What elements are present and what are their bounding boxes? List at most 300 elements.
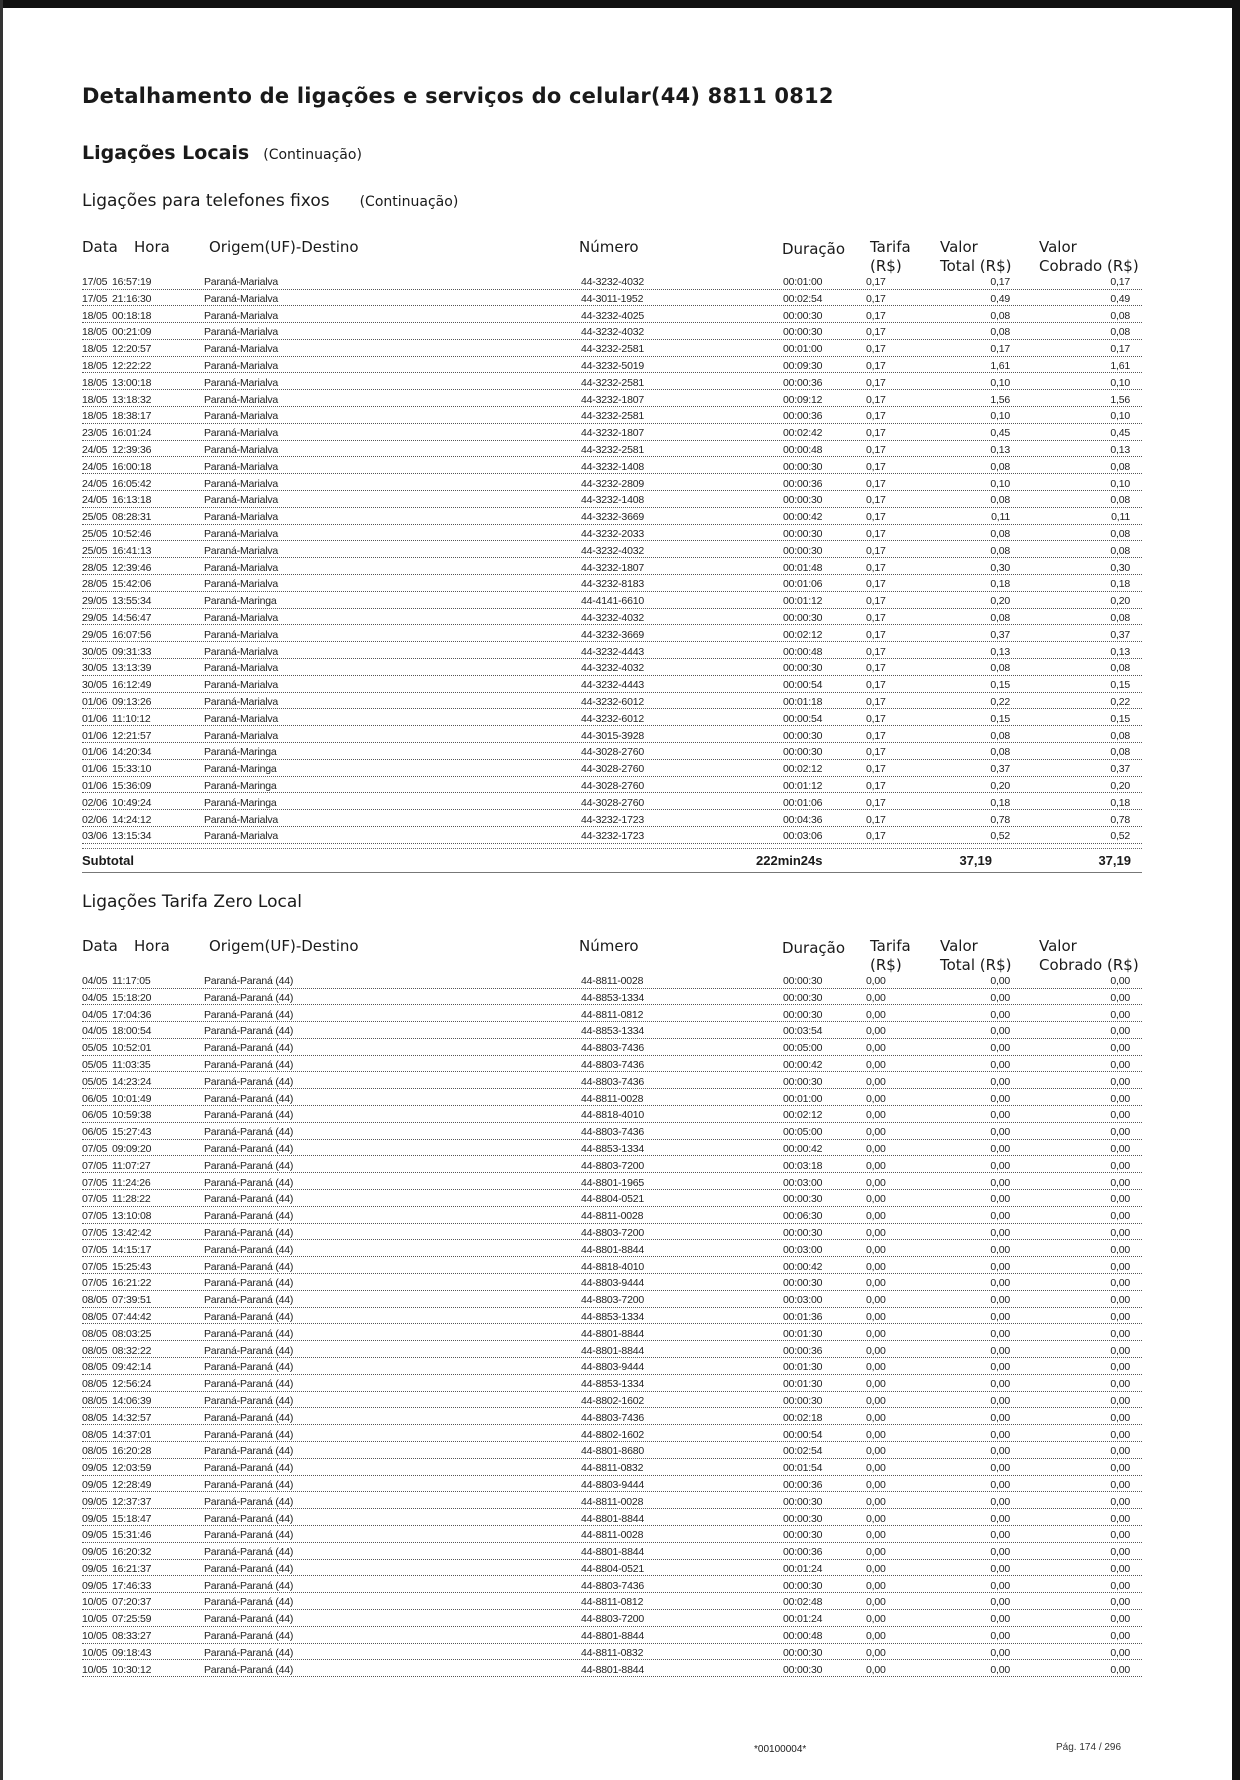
cell-valor-cobrado: 0,20 xyxy=(1110,779,1130,792)
cell-data: 09/05 xyxy=(82,1529,108,1542)
col-header-duracao: Duração xyxy=(782,939,846,957)
cell-hora: 16:20:28 xyxy=(112,1445,152,1458)
cell-data: 25/05 xyxy=(82,544,108,557)
cell-valor-total: 0,00 xyxy=(964,1076,1012,1088)
cell-valor-total: 0,00 xyxy=(964,1630,1012,1642)
table-row xyxy=(82,1109,1142,1126)
cell-valor-total: 0,00 xyxy=(964,1059,1012,1071)
cell-valor-cobrado: 0,52 xyxy=(1110,830,1130,843)
cell-valor-total: 0,00 xyxy=(964,1462,1012,1474)
cell-hora: 16:07:56 xyxy=(112,628,152,641)
cell-valor-cobrado: 0,18 xyxy=(1110,578,1130,591)
cell-duracao: 00:00:30 xyxy=(783,1646,823,1659)
cell-origem: Paraná-Maringa xyxy=(204,763,277,776)
cell-origem: Paraná-Paraná (44) xyxy=(204,1109,294,1122)
cell-origem: Paraná-Paraná (44) xyxy=(204,1260,294,1273)
cell-numero: 44-3232-5019 xyxy=(581,359,644,372)
cell-hora: 14:20:34 xyxy=(112,746,152,759)
cell-hora: 00:18:18 xyxy=(112,309,152,322)
cell-valor-total: 0,00 xyxy=(964,1025,1012,1037)
cell-valor-total: 0,00 xyxy=(964,1109,1012,1121)
cell-numero: 44-8801-8844 xyxy=(581,1512,644,1525)
col-header-tarifa-line2: (R$) xyxy=(870,257,902,275)
cell-valor-cobrado: 0,00 xyxy=(1110,1663,1130,1676)
cell-tarifa: 0,17 xyxy=(866,561,886,574)
cell-valor-total: 0,00 xyxy=(964,1311,1012,1323)
table-row xyxy=(82,814,1142,831)
cell-hora: 08:33:27 xyxy=(112,1630,152,1643)
cell-valor-cobrado: 0,00 xyxy=(1110,1142,1130,1155)
cell-numero: 44-8801-8844 xyxy=(581,1663,644,1676)
cell-data: 28/05 xyxy=(82,561,108,574)
cell-valor-cobrado: 0,22 xyxy=(1110,695,1130,708)
section-title xyxy=(82,142,362,164)
cell-duracao: 00:00:42 xyxy=(783,1260,823,1273)
cell-hora: 12:28:49 xyxy=(112,1478,152,1491)
cell-numero: 44-8802-1602 xyxy=(581,1394,644,1407)
cell-tarifa: 0,17 xyxy=(866,729,886,742)
cell-duracao: 00:09:30 xyxy=(783,359,823,372)
cell-origem: Paraná-Marialva xyxy=(204,376,279,389)
cell-tarifa: 0,17 xyxy=(866,595,886,608)
cell-origem: Paraná-Paraná (44) xyxy=(204,1344,294,1357)
cell-origem: Paraná-Paraná (44) xyxy=(204,1159,294,1172)
cell-data: 04/05 xyxy=(82,991,108,1004)
cell-hora: 09:09:20 xyxy=(112,1142,152,1155)
cell-origem: Paraná-Marialva xyxy=(204,729,279,742)
scan-border-right xyxy=(1232,0,1240,1780)
cell-duracao: 00:03:00 xyxy=(783,1243,823,1256)
cell-duracao: 00:00:48 xyxy=(783,645,823,658)
cell-valor-cobrado: 0,00 xyxy=(1110,1378,1130,1391)
cell-duracao: 00:02:12 xyxy=(783,763,823,776)
cell-origem: Paraná-Paraná (44) xyxy=(204,1562,294,1575)
cell-data: 10/05 xyxy=(82,1596,108,1609)
cell-data: 06/05 xyxy=(82,1109,108,1122)
cell-origem: Paraná-Paraná (44) xyxy=(204,1210,294,1223)
cell-valor-total: 0,18 xyxy=(964,797,1012,809)
table-row xyxy=(82,478,1142,495)
cell-data: 07/05 xyxy=(82,1159,108,1172)
cell-valor-cobrado: 0,10 xyxy=(1110,477,1130,490)
cell-duracao: 00:01:30 xyxy=(783,1361,823,1374)
cell-origem: Paraná-Paraná (44) xyxy=(204,1428,294,1441)
table-row xyxy=(82,1664,1142,1681)
cell-tarifa: 0,00 xyxy=(866,1008,886,1021)
cell-tarifa: 0,00 xyxy=(866,1411,886,1424)
col-header-valor-total xyxy=(940,937,1011,975)
cell-numero: 44-3232-3669 xyxy=(581,628,644,641)
col-header-valor-total-line2: Total (R$) xyxy=(940,956,1012,974)
cell-valor-cobrado: 0,00 xyxy=(1110,1630,1130,1643)
cell-tarifa: 0,00 xyxy=(866,1428,886,1441)
cell-origem: Paraná-Paraná (44) xyxy=(204,1613,294,1626)
cell-valor-cobrado: 0,08 xyxy=(1110,729,1130,742)
cell-numero: 44-3232-6012 xyxy=(581,695,644,708)
cell-valor-total: 1,56 xyxy=(964,394,1012,406)
cell-valor-cobrado: 0,00 xyxy=(1110,1159,1130,1172)
cell-origem: Paraná-Paraná (44) xyxy=(204,1378,294,1391)
table-row xyxy=(82,578,1142,595)
cell-origem: Paraná-Paraná (44) xyxy=(204,1008,294,1021)
table-row xyxy=(82,1429,1142,1446)
cell-origem: Paraná-Marialva xyxy=(204,276,279,288)
cell-origem: Paraná-Paraná (44) xyxy=(204,1042,294,1055)
cell-hora: 14:23:24 xyxy=(112,1075,152,1088)
cell-origem: Paraná-Paraná (44) xyxy=(204,1294,294,1307)
col-header-valor-total-line1: Valor xyxy=(940,238,978,256)
table-row xyxy=(82,293,1142,310)
col-header-valor-cobrado-line2: Cobrado (R$) xyxy=(1039,956,1139,974)
col-header-origem: Origem(UF)-Destino xyxy=(209,937,359,955)
table-row xyxy=(82,343,1142,360)
cell-origem: Paraná-Marialva xyxy=(204,578,279,591)
cell-duracao: 00:03:00 xyxy=(783,1176,823,1189)
table-header xyxy=(82,238,1142,276)
cell-valor-cobrado: 0,00 xyxy=(1110,1277,1130,1290)
cell-valor-total: 0,08 xyxy=(964,730,1012,742)
cell-data: 10/05 xyxy=(82,1663,108,1676)
cell-origem: Paraná-Marialva xyxy=(204,494,279,507)
cell-data: 03/06 xyxy=(82,830,108,843)
cell-data: 01/06 xyxy=(82,729,108,742)
cell-data: 08/05 xyxy=(82,1411,108,1424)
cell-numero: 44-8811-0028 xyxy=(581,1210,644,1223)
cell-data: 08/05 xyxy=(82,1327,108,1340)
cell-duracao: 00:00:54 xyxy=(783,1428,823,1441)
cell-data: 04/05 xyxy=(82,1025,108,1038)
table-row xyxy=(82,1479,1142,1496)
cell-duracao: 00:00:30 xyxy=(783,1663,823,1676)
cell-hora: 11:10:12 xyxy=(112,712,151,725)
cell-hora: 08:03:25 xyxy=(112,1327,152,1340)
cell-hora: 12:39:36 xyxy=(112,443,152,456)
cell-numero: 44-8853-1334 xyxy=(581,1025,644,1038)
cell-data: 18/05 xyxy=(82,410,108,423)
cell-tarifa: 0,00 xyxy=(866,1394,886,1407)
cell-data: 18/05 xyxy=(82,343,108,356)
subsection-title-text: Ligações para telefones fixos xyxy=(82,191,330,211)
cell-valor-total: 0,11 xyxy=(964,511,1012,523)
cell-tarifa: 0,17 xyxy=(866,578,886,591)
cell-numero: 44-3232-4032 xyxy=(581,662,644,675)
cell-hora: 07:20:37 xyxy=(112,1596,152,1609)
table-row xyxy=(82,1378,1142,1395)
col-header-data: Data xyxy=(82,238,118,256)
cell-numero: 44-3232-4025 xyxy=(581,309,644,322)
cell-data: 25/05 xyxy=(82,527,108,540)
cell-numero: 44-8802-1602 xyxy=(581,1428,644,1441)
cell-hora: 10:52:01 xyxy=(112,1042,152,1055)
cell-hora: 13:10:08 xyxy=(112,1210,152,1223)
cell-tarifa: 0,00 xyxy=(866,1445,886,1458)
cell-data: 24/05 xyxy=(82,460,108,473)
cell-duracao: 00:01:00 xyxy=(783,1092,823,1105)
cell-tarifa: 0,00 xyxy=(866,1327,886,1340)
cell-data: 24/05 xyxy=(82,443,108,456)
table-row xyxy=(82,1160,1142,1177)
cell-data: 04/05 xyxy=(82,1008,108,1021)
cell-valor-total: 0,00 xyxy=(964,1529,1012,1541)
cell-valor-total: 0,00 xyxy=(964,1596,1012,1608)
cell-valor-total: 0,20 xyxy=(964,780,1012,792)
cell-origem: Paraná-Marialva xyxy=(204,460,279,473)
cell-hora: 16:12:49 xyxy=(112,679,152,692)
cell-numero: 44-3232-4032 xyxy=(581,326,644,339)
col-header-valor-total-line1: Valor xyxy=(940,937,978,955)
cell-data: 30/05 xyxy=(82,662,108,675)
table-row xyxy=(82,763,1142,780)
cell-origem: Paraná-Maringa xyxy=(204,595,277,608)
cell-tarifa: 0,17 xyxy=(866,443,886,456)
cell-valor-total: 0,00 xyxy=(964,1093,1012,1105)
cell-duracao: 00:00:42 xyxy=(783,1058,823,1071)
cell-valor-total: 0,08 xyxy=(964,461,1012,473)
cell-valor-cobrado: 0,49 xyxy=(1110,292,1130,305)
cell-data: 08/05 xyxy=(82,1394,108,1407)
cell-hora: 12:20:57 xyxy=(112,343,152,356)
cell-valor-cobrado: 0,30 xyxy=(1110,561,1130,574)
cell-data: 07/05 xyxy=(82,1260,108,1273)
table-row xyxy=(82,629,1142,646)
col-header-tarifa xyxy=(870,238,911,276)
cell-tarifa: 0,00 xyxy=(866,1596,886,1609)
cell-valor-cobrado: 1,61 xyxy=(1110,359,1130,372)
table-row xyxy=(82,780,1142,797)
col-header-valor-cobrado-line1: Valor xyxy=(1039,937,1077,955)
cell-hora: 13:15:34 xyxy=(112,830,152,843)
cell-numero: 44-3232-2809 xyxy=(581,477,644,490)
cell-duracao: 00:00:30 xyxy=(783,1512,823,1525)
cell-valor-total: 0,00 xyxy=(964,1261,1012,1273)
cell-valor-cobrado: 0,10 xyxy=(1110,376,1130,389)
table-row xyxy=(82,1244,1142,1261)
cell-duracao: 00:01:36 xyxy=(783,1310,823,1323)
cell-origem: Paraná-Marialva xyxy=(204,561,279,574)
cell-origem: Paraná-Paraná (44) xyxy=(204,1226,294,1239)
cell-numero: 44-3232-1408 xyxy=(581,460,644,473)
cell-valor-cobrado: 0,00 xyxy=(1110,1462,1130,1475)
col-header-numero: Número xyxy=(579,238,639,256)
cell-valor-cobrado: 0,37 xyxy=(1110,628,1130,641)
cell-tarifa: 0,00 xyxy=(866,1613,886,1626)
cell-hora: 13:42:42 xyxy=(112,1226,152,1239)
table-row xyxy=(82,410,1142,427)
cell-numero: 44-8803-7200 xyxy=(581,1613,644,1626)
cell-duracao: 00:00:36 xyxy=(783,477,823,490)
col-header-tarifa-line1: Tarifa xyxy=(870,937,911,955)
cell-tarifa: 0,00 xyxy=(866,1159,886,1172)
cell-valor-cobrado: 0,00 xyxy=(1110,1495,1130,1508)
cell-tarifa: 0,17 xyxy=(866,746,886,759)
cell-data: 10/05 xyxy=(82,1646,108,1659)
cell-tarifa: 0,00 xyxy=(866,1042,886,1055)
cell-tarifa: 0,00 xyxy=(866,1361,886,1374)
cell-origem: Paraná-Paraná (44) xyxy=(204,1176,294,1189)
cell-data: 08/05 xyxy=(82,1378,108,1391)
cell-tarifa: 0,00 xyxy=(866,1142,886,1155)
cell-duracao: 00:05:00 xyxy=(783,1042,823,1055)
cell-origem: Paraná-Marialva xyxy=(204,830,279,843)
cell-valor-cobrado: 0,13 xyxy=(1110,645,1130,658)
cell-origem: Paraná-Marialva xyxy=(204,645,279,658)
cell-valor-total: 0,17 xyxy=(964,343,1012,355)
cell-duracao: 00:00:36 xyxy=(783,410,823,423)
table-row xyxy=(82,1529,1142,1546)
cell-data: 10/05 xyxy=(82,1630,108,1643)
cell-hora: 09:13:26 xyxy=(112,695,152,708)
cell-numero: 44-8804-0521 xyxy=(581,1562,644,1575)
cell-origem: Paraná-Paraná (44) xyxy=(204,1478,294,1491)
cell-hora: 07:39:51 xyxy=(112,1294,152,1307)
cell-hora: 00:21:09 xyxy=(112,326,152,339)
table-row xyxy=(82,1445,1142,1462)
cell-numero: 44-8803-7200 xyxy=(581,1226,644,1239)
cell-origem: Paraná-Maringa xyxy=(204,796,277,809)
cell-hora: 21:16:30 xyxy=(112,292,152,305)
table-row xyxy=(82,1563,1142,1580)
col-header-valor-cobrado-line2: Cobrado (R$) xyxy=(1039,257,1139,275)
table-row xyxy=(82,1261,1142,1278)
section2-title: Ligações Tarifa Zero Local xyxy=(82,892,302,912)
cell-numero: 44-8811-0812 xyxy=(581,1008,644,1021)
cell-numero: 44-8811-0028 xyxy=(581,975,644,987)
col-header-valor-cobrado-line1: Valor xyxy=(1039,238,1077,256)
table-row xyxy=(82,1546,1142,1563)
cell-duracao: 00:00:30 xyxy=(783,1277,823,1290)
cell-numero: 44-3232-1723 xyxy=(581,830,644,843)
cell-data: 25/05 xyxy=(82,511,108,524)
cell-valor-cobrado: 0,00 xyxy=(1110,1226,1130,1239)
cell-hora: 15:33:10 xyxy=(112,763,152,776)
cell-numero: 44-8853-1334 xyxy=(581,1142,644,1155)
table-row xyxy=(82,797,1142,814)
cell-valor-total: 0,15 xyxy=(964,713,1012,725)
cell-origem: Paraná-Paraná (44) xyxy=(204,1445,294,1458)
col-header-hora: Hora xyxy=(134,238,170,256)
cell-duracao: 00:00:42 xyxy=(783,1142,823,1155)
cell-duracao: 00:00:30 xyxy=(783,527,823,540)
cell-hora: 15:31:46 xyxy=(112,1529,152,1542)
cell-tarifa: 0,00 xyxy=(866,1176,886,1189)
cell-hora: 14:15:17 xyxy=(112,1243,152,1256)
cell-data: 07/05 xyxy=(82,1210,108,1223)
cell-data: 18/05 xyxy=(82,393,108,406)
table-row xyxy=(82,427,1142,444)
table-row xyxy=(82,730,1142,747)
cell-duracao: 00:00:36 xyxy=(783,1478,823,1491)
cell-valor-cobrado: 0,00 xyxy=(1110,1361,1130,1374)
cell-valor-total: 0,08 xyxy=(964,528,1012,540)
cell-valor-cobrado: 0,00 xyxy=(1110,1579,1130,1592)
cell-tarifa: 0,17 xyxy=(866,393,886,406)
cell-duracao: 00:01:00 xyxy=(783,343,823,356)
cell-origem: Paraná-Paraná (44) xyxy=(204,1394,294,1407)
cell-hora: 12:03:59 xyxy=(112,1462,152,1475)
cell-hora: 16:57:19 xyxy=(112,276,152,288)
cell-hora: 13:18:32 xyxy=(112,393,152,406)
table-row xyxy=(82,646,1142,663)
cell-hora: 16:13:18 xyxy=(112,494,152,507)
cell-valor-total: 0,49 xyxy=(964,293,1012,305)
cell-origem: Paraná-Marialva xyxy=(204,343,279,356)
cell-hora: 16:21:37 xyxy=(112,1562,152,1575)
cell-hora: 13:00:18 xyxy=(112,376,152,389)
cell-origem: Paraná-Paraná (44) xyxy=(204,991,294,1004)
cell-origem: Paraná-Paraná (44) xyxy=(204,1630,294,1643)
cell-hora: 12:39:46 xyxy=(112,561,152,574)
cell-origem: Paraná-Maringa xyxy=(204,746,277,759)
cell-numero: 44-3232-2581 xyxy=(581,376,644,389)
cell-numero: 44-3232-1723 xyxy=(581,813,644,826)
subtotal-valor-cobrado: 37,19 xyxy=(1098,853,1131,869)
table-row xyxy=(82,679,1142,696)
cell-numero: 44-8803-7436 xyxy=(581,1075,644,1088)
cell-valor-cobrado: 0,00 xyxy=(1110,1562,1130,1575)
col-header-numero: Número xyxy=(579,937,639,955)
cell-origem: Paraná-Paraná (44) xyxy=(204,1596,294,1609)
cell-valor-cobrado: 0,00 xyxy=(1110,1646,1130,1659)
cell-valor-cobrado: 0,20 xyxy=(1110,595,1130,608)
cell-valor-cobrado: 0,08 xyxy=(1110,662,1130,675)
cell-valor-cobrado: 0,00 xyxy=(1110,1478,1130,1491)
cell-numero: 44-8811-0028 xyxy=(581,1495,644,1508)
cell-valor-total: 0,17 xyxy=(964,276,1012,288)
cell-hora: 10:01:49 xyxy=(112,1092,152,1105)
table-row xyxy=(82,612,1142,629)
cell-valor-cobrado: 0,00 xyxy=(1110,1294,1130,1307)
table-row xyxy=(82,1025,1142,1042)
cell-valor-total: 0,00 xyxy=(964,975,1012,987)
table-row xyxy=(82,696,1142,713)
cell-valor-cobrado: 0,00 xyxy=(1110,1210,1130,1223)
cell-data: 18/05 xyxy=(82,376,108,389)
cell-numero: 44-3232-4032 xyxy=(581,544,644,557)
cell-tarifa: 0,00 xyxy=(866,991,886,1004)
cell-data: 08/05 xyxy=(82,1361,108,1374)
cell-hora: 15:36:09 xyxy=(112,779,152,792)
cell-duracao: 00:00:30 xyxy=(783,1394,823,1407)
cell-origem: Paraná-Paraná (44) xyxy=(204,1462,294,1475)
cell-numero: 44-8811-0028 xyxy=(581,1529,644,1542)
table-row xyxy=(82,1647,1142,1664)
cell-valor-total: 0,00 xyxy=(964,1177,1012,1189)
cell-tarifa: 0,17 xyxy=(866,309,886,322)
cell-valor-cobrado: 0,08 xyxy=(1110,309,1130,322)
cell-numero: 44-3232-1807 xyxy=(581,427,644,440)
cell-data: 07/05 xyxy=(82,1226,108,1239)
cell-valor-total: 0,00 xyxy=(964,1378,1012,1390)
cell-duracao: 00:03:06 xyxy=(783,830,823,843)
subtotal-row xyxy=(82,850,1142,873)
table-row xyxy=(82,1126,1142,1143)
cell-valor-total: 0,00 xyxy=(964,1143,1012,1155)
table-row xyxy=(82,494,1142,511)
table-row xyxy=(82,1227,1142,1244)
cell-tarifa: 0,17 xyxy=(866,712,886,725)
cell-data: 30/05 xyxy=(82,645,108,658)
cell-duracao: 00:01:06 xyxy=(783,578,823,591)
cell-data: 24/05 xyxy=(82,477,108,490)
cell-valor-cobrado: 0,00 xyxy=(1110,1529,1130,1542)
cell-valor-total: 0,08 xyxy=(964,545,1012,557)
col-header-data: Data xyxy=(82,937,118,955)
cell-duracao: 00:00:36 xyxy=(783,1344,823,1357)
cell-numero: 44-3011-1952 xyxy=(581,292,644,305)
cell-origem: Paraná-Paraná (44) xyxy=(204,975,294,987)
cell-hora: 15:42:06 xyxy=(112,578,152,591)
cell-valor-total: 0,13 xyxy=(964,444,1012,456)
